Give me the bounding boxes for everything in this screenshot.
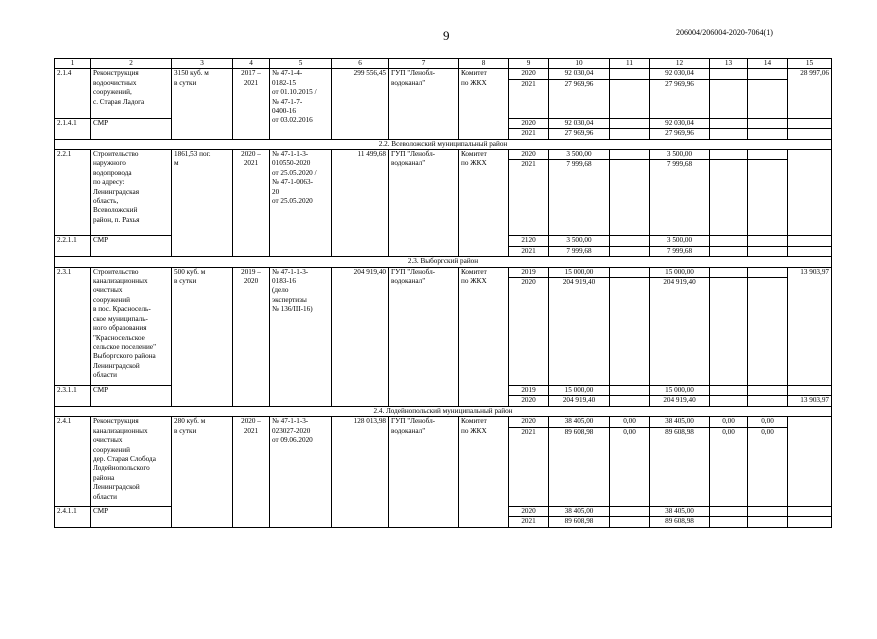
item-number: 2.2.1 <box>55 150 91 236</box>
amount-c12: 38 405,00 <box>650 506 710 516</box>
object-name: Реконструкция водоочистных сооружений, с. Старая Ладога <box>91 69 172 118</box>
amount-c11 <box>610 278 650 386</box>
agency: Комитет по ЖКХ <box>459 69 509 139</box>
amount-c15 <box>788 417 832 506</box>
amount-c10: 92 030,04 <box>549 69 610 79</box>
column-number: 13 <box>710 59 748 69</box>
amount-c11 <box>610 129 650 139</box>
amount-c15 <box>788 506 832 516</box>
amount-c12: 89 608,98 <box>650 517 710 527</box>
amount-c14 <box>748 267 788 277</box>
year: 2021 <box>509 79 549 118</box>
column-number: 15 <box>788 59 832 69</box>
document-id: 206004/206004-2020-7064(1) <box>676 28 773 37</box>
amount-c10: 38 405,00 <box>549 417 610 427</box>
amount-c10: 27 969,96 <box>549 79 610 118</box>
year: 2020 <box>509 69 549 79</box>
period: 2020 – 2021 <box>233 417 270 527</box>
amount-c12: 27 969,96 <box>650 79 710 118</box>
cost: 128 013,98 <box>332 417 389 527</box>
amount-c13 <box>710 160 748 236</box>
customer: ГУП "Ленобл- водоканал" <box>389 150 459 257</box>
amount-c10: 15 000,00 <box>549 386 610 396</box>
period: 2020 – 2021 <box>233 150 270 257</box>
amount-c14 <box>748 129 788 139</box>
object-name: Строительство наружного водопровода по адресу: Ленинградская область, Всеволожский район, п. Рахья <box>91 150 172 236</box>
column-number: 2 <box>91 59 172 69</box>
sub-item-number: 2.1.4.1 <box>55 118 91 139</box>
section-row <box>55 257 832 267</box>
amount-c11 <box>610 69 650 79</box>
agency: Комитет по ЖКХ <box>459 267 509 406</box>
year: 2020 <box>509 396 549 406</box>
amount-c13 <box>710 150 748 160</box>
object-name: Реконструкция канализационных очистных сооружений дер. Старая Слобода Лодейнопольского района Ленинградской области <box>91 417 172 506</box>
amount-c13 <box>710 118 748 128</box>
amount-c15 <box>788 517 832 527</box>
amount-c14 <box>748 150 788 160</box>
amount-c13 <box>710 236 748 246</box>
amount-c14 <box>748 79 788 118</box>
section-row <box>55 406 832 416</box>
amount-c11 <box>610 150 650 160</box>
capacity: 500 куб. м в сутки <box>172 267 233 406</box>
column-number: 14 <box>748 59 788 69</box>
amount-c14 <box>748 236 788 246</box>
year: 2021 <box>509 427 549 506</box>
amount-c10: 3 500,00 <box>549 150 610 160</box>
amount-c12: 15 000,00 <box>650 267 710 277</box>
amount-c14 <box>748 246 788 256</box>
amount-c14 <box>748 517 788 527</box>
customer: ГУП "Ленобл- водоканал" <box>389 417 459 527</box>
amount-c11 <box>610 79 650 118</box>
amount-c13 <box>710 246 748 256</box>
amount-c11 <box>610 396 650 406</box>
item-number: 2.4.1 <box>55 417 91 506</box>
column-number: 1 <box>55 59 91 69</box>
amount-c11 <box>610 506 650 516</box>
table-row <box>55 69 832 79</box>
amount-c12: 7 999,68 <box>650 246 710 256</box>
amount-c12: 27 969,96 <box>650 129 710 139</box>
amount-c14: 0,00 <box>748 427 788 506</box>
sub-item-name: СМР <box>91 506 172 527</box>
amount-c13 <box>710 386 748 396</box>
year: 2120 <box>509 236 549 246</box>
amount-c15: 13 903,97 <box>788 267 832 385</box>
sub-item-number: 2.4.1.1 <box>55 506 91 527</box>
column-number: 6 <box>332 59 389 69</box>
section-title: 2.4. Лодейнопольский муниципальный район <box>55 406 832 416</box>
amount-c15 <box>788 236 832 246</box>
amount-c10: 204 919,40 <box>549 396 610 406</box>
amount-c11 <box>610 386 650 396</box>
amount-c10: 204 919,40 <box>549 278 610 386</box>
amount-c12: 15 000,00 <box>650 386 710 396</box>
object-name: Строительство канализационных очистных сооружений в пос. Красносель- ское муниципаль- ного образования "Красносельское сельское поселение" Выборгского района Ленинградской области <box>91 267 172 385</box>
amount-c11 <box>610 160 650 236</box>
customer: ГУП "Ленобл- водоканал" <box>389 267 459 406</box>
amount-c10: 15 000,00 <box>549 267 610 277</box>
section-row <box>55 139 832 149</box>
amount-c13 <box>710 267 748 277</box>
amount-c12: 89 608,98 <box>650 427 710 506</box>
amount-c14 <box>748 118 788 128</box>
amount-c14 <box>748 396 788 406</box>
column-number: 4 <box>233 59 270 69</box>
column-number: 11 <box>610 59 650 69</box>
column-number: 8 <box>459 59 509 69</box>
capacity: 3150 куб. м в сутки <box>172 69 233 139</box>
year: 2020 <box>509 118 549 128</box>
amount-c11 <box>610 236 650 246</box>
year: 2019 <box>509 267 549 277</box>
expertise: № 47-1-1-3- 023027-2020 от 09.06.2020 <box>270 417 332 527</box>
column-number: 12 <box>650 59 710 69</box>
amount-c12: 204 919,40 <box>650 396 710 406</box>
section-title: 2.2. Всеволожский муниципальный район <box>55 139 832 149</box>
year: 2021 <box>509 129 549 139</box>
period: 2019 – 2020 <box>233 267 270 406</box>
amount-c13 <box>710 79 748 118</box>
capacity: 280 куб. м в сутки <box>172 417 233 527</box>
amount-c15: 28 997,06 <box>788 69 832 118</box>
year: 2020 <box>509 506 549 516</box>
amount-c13 <box>710 69 748 79</box>
item-number: 2.1.4 <box>55 69 91 118</box>
agency: Комитет по ЖКХ <box>459 150 509 257</box>
column-number: 10 <box>549 59 610 69</box>
year: 2021 <box>509 517 549 527</box>
amount-c12: 204 919,40 <box>650 278 710 386</box>
amount-c14 <box>748 160 788 236</box>
amount-c14 <box>748 506 788 516</box>
expertise: № 47-1-4- 0182-15 от 01.10.2015 / № 47-1-7- 0400-16 от 03.02.2016 <box>270 69 332 139</box>
amount-c15 <box>788 150 832 236</box>
column-number: 9 <box>509 59 549 69</box>
amount-c10: 38 405,00 <box>549 506 610 516</box>
sub-item-number: 2.3.1.1 <box>55 386 91 407</box>
amount-c11: 0,00 <box>610 417 650 427</box>
amount-c15 <box>788 246 832 256</box>
section-title: 2.3. Выборгский район <box>55 257 832 267</box>
amount-c12: 92 030,04 <box>650 118 710 128</box>
year: 2020 <box>509 278 549 386</box>
sub-item-name: СМР <box>91 118 172 139</box>
table-row <box>55 150 832 160</box>
column-number: 7 <box>389 59 459 69</box>
amount-c14 <box>748 386 788 396</box>
year: 2021 <box>509 246 549 256</box>
amount-c12: 3 500,00 <box>650 150 710 160</box>
period: 2017 – 2021 <box>233 69 270 139</box>
amount-c13 <box>710 517 748 527</box>
cost: 299 556,45 <box>332 69 389 139</box>
amount-c11: 0,00 <box>610 427 650 506</box>
amount-c10: 89 608,98 <box>549 427 610 506</box>
amount-c12: 38 405,00 <box>650 417 710 427</box>
amount-c10: 7 999,68 <box>549 160 610 236</box>
expertise: № 47-1-1-3- 010550-2020 от 25.05.2020 / № 47-1-0063- 20 от 25.05.2020 <box>270 150 332 257</box>
amount-c13: 0,00 <box>710 417 748 427</box>
sub-item-name: СМР <box>91 386 172 407</box>
table-row <box>55 267 832 277</box>
amount-c13 <box>710 506 748 516</box>
header-row <box>55 59 832 69</box>
amount-c11 <box>610 246 650 256</box>
amount-c10: 89 608,98 <box>549 517 610 527</box>
investment-table <box>54 58 832 528</box>
year: 2021 <box>509 160 549 236</box>
amount-c12: 92 030,04 <box>650 69 710 79</box>
column-number: 5 <box>270 59 332 69</box>
amount-c11 <box>610 118 650 128</box>
amount-c15 <box>788 118 832 128</box>
customer: ГУП "Ленобл- водоканал" <box>389 69 459 139</box>
capacity: 1861,53 пог. м <box>172 150 233 257</box>
amount-c10: 3 500,00 <box>549 236 610 246</box>
amount-c14 <box>748 278 788 386</box>
cost: 11 499,68 <box>332 150 389 257</box>
amount-c15 <box>788 386 832 396</box>
amount-c15: 13 903,97 <box>788 396 832 406</box>
amount-c10: 27 969,96 <box>549 129 610 139</box>
amount-c11 <box>610 267 650 277</box>
amount-c10: 7 999,68 <box>549 246 610 256</box>
sub-item-number: 2.2.1.1 <box>55 236 91 257</box>
amount-c12: 3 500,00 <box>650 236 710 246</box>
cost: 204 919,40 <box>332 267 389 406</box>
amount-c12: 7 999,68 <box>650 160 710 236</box>
expertise: № 47-1-1-3- 0183-16 (дело экспертизы № 136/III-16) <box>270 267 332 406</box>
table-row <box>55 417 832 427</box>
amount-c13 <box>710 396 748 406</box>
page-number: 9 <box>443 28 450 43</box>
sub-item-name: СМР <box>91 236 172 257</box>
amount-c14 <box>748 69 788 79</box>
amount-c10: 92 030,04 <box>549 118 610 128</box>
amount-c14: 0,00 <box>748 417 788 427</box>
amount-c13 <box>710 129 748 139</box>
column-number: 3 <box>172 59 233 69</box>
year: 2020 <box>509 150 549 160</box>
amount-c13 <box>710 278 748 386</box>
amount-c11 <box>610 517 650 527</box>
amount-c13: 0,00 <box>710 427 748 506</box>
year: 2020 <box>509 417 549 427</box>
agency: Комитет по ЖКХ <box>459 417 509 527</box>
amount-c15 <box>788 129 832 139</box>
item-number: 2.3.1 <box>55 267 91 385</box>
year: 2019 <box>509 386 549 396</box>
